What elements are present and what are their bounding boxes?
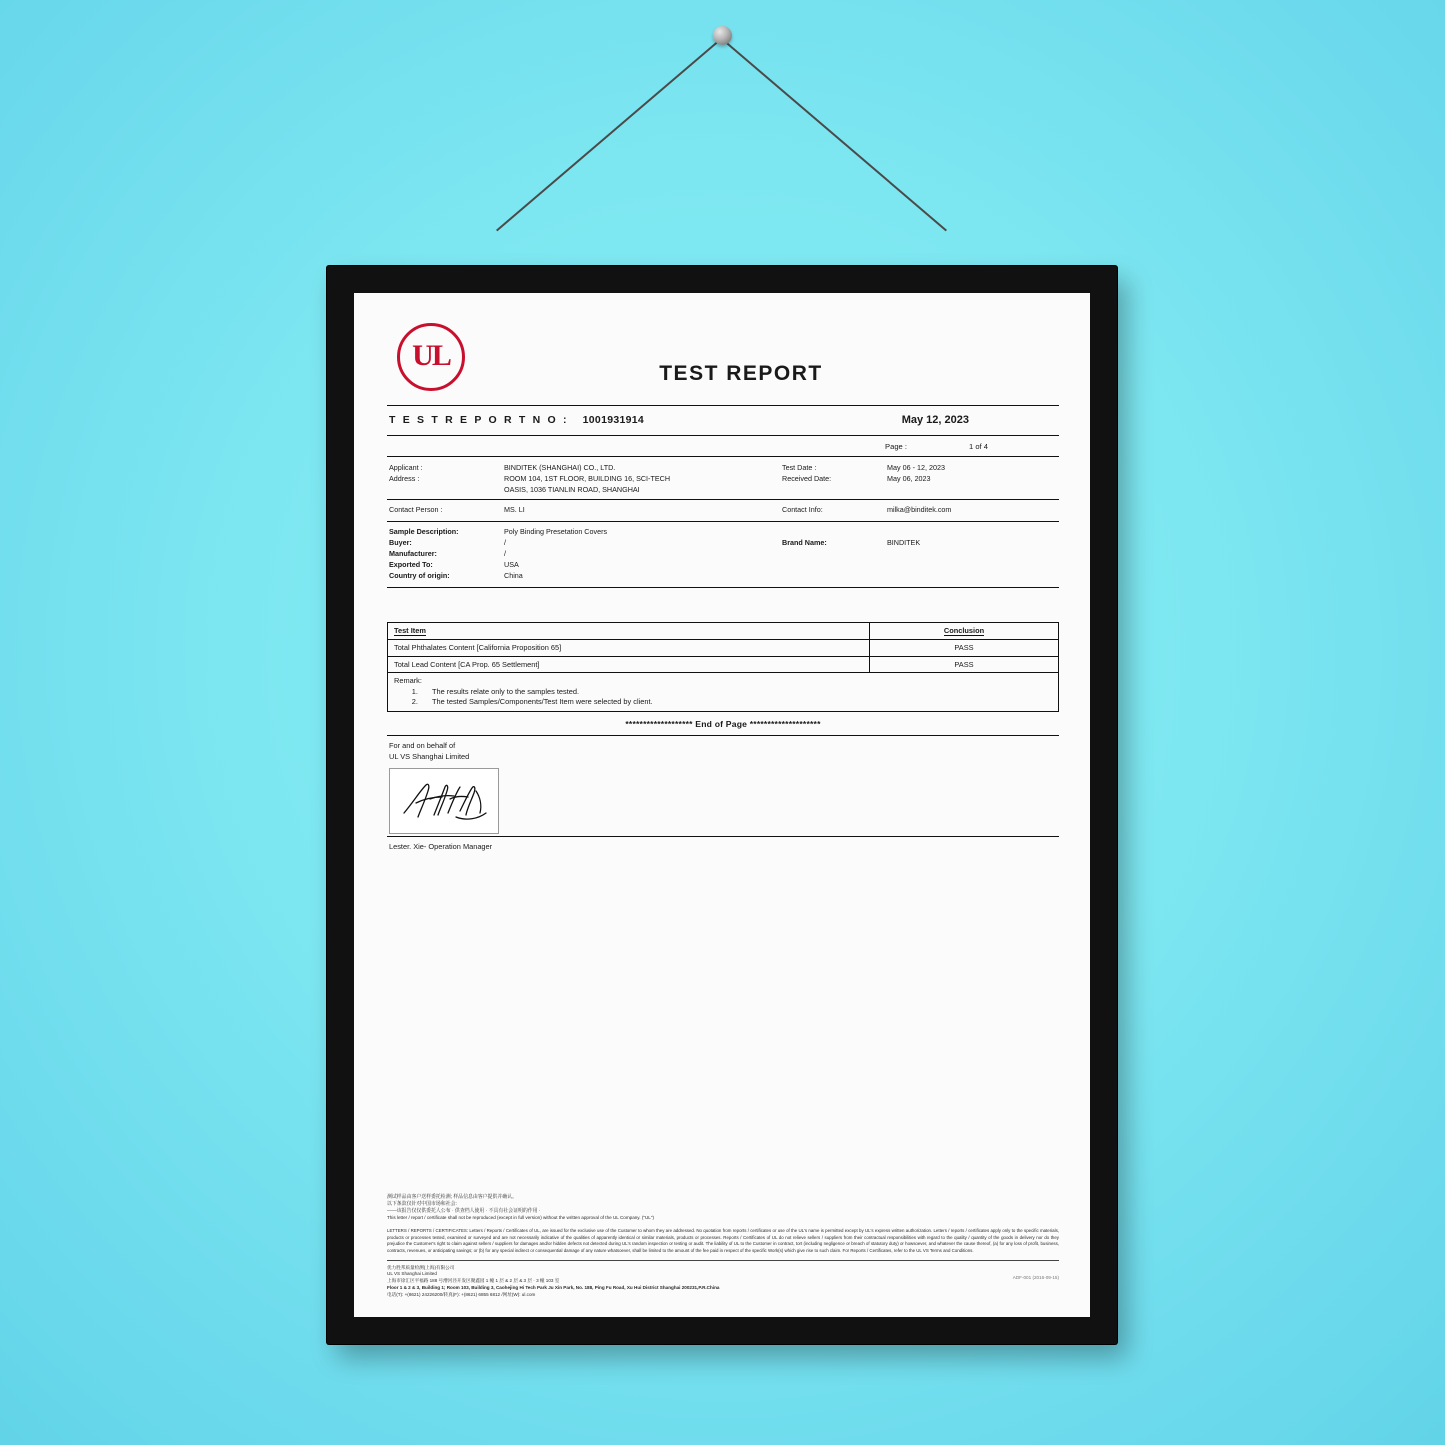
brand-name-value: BINDITEK [887,538,921,548]
received-date-label: Received Date: [782,474,832,484]
remark-label: Remark: [394,675,422,685]
results-table [387,622,1059,712]
section-spacer [387,588,1059,622]
buyer-label: Buyer: [389,538,412,548]
footer-divider [387,1260,1059,1261]
contact-info-block [387,500,1059,522]
page-value: 1 of 4 [969,441,988,451]
test-item-cell: Total Phthalates Content [California Proposition 65] [388,640,870,656]
country-of-origin-label: Country of origin: [389,571,450,581]
table-header-row [388,623,1059,640]
contact-info-value: milka@binditek.com [887,505,952,515]
buyer-value: / [504,538,506,548]
manufacturer-label: Manufacturer: [389,549,437,559]
address-label: Address : [389,474,420,484]
sample-info-block [387,522,1059,588]
table-row [388,656,1059,672]
address-row [389,474,1057,483]
remark-list [394,687,1052,707]
conclusion-cell: PASS [870,656,1059,672]
footer-phone: 电话(T): +(8621) 24226200/转真(F): +(8621) 6855 6812 /网址(W): ul.com [387,1292,536,1298]
test-date-value: May 06 - 12, 2023 [887,463,945,473]
spacer-cell [389,485,504,494]
contact-person-label: Contact Person : [389,505,443,515]
signature-svg [390,769,498,833]
footer-cn-line-2: 以下条款仅针对中国市场和社会: [387,1202,457,1208]
picture-frame [327,266,1117,1344]
frame-mat [354,293,1090,1317]
footer-address-cn: 上海市徐汇区平福路 188 号漕河泾开发区聚鑫园 1 幢 1 层 & 2 层 & 3 层 · 3 幢 103 室 [387,1278,560,1284]
signature-block [387,735,1059,762]
behalf-line-1: For and on behalf of [389,741,456,751]
hanging-nail [713,26,732,45]
footer-cn-line-3: ——该报告仅仅供委托人公布 · 供查档人使用 · 不具有社会证明的作用 · [387,1209,541,1215]
footer-company-en: UL VS Shanghai Limited [387,1271,437,1277]
applicant-value: BINDITEK (SHANGHAI) CO., LTD. [504,463,616,473]
footer-cn-line-1: 测试样品由客户送样委托检测; 样品信息由客户提供并确认。 [387,1195,517,1201]
list-item: 1. The results relate only to the samples tested. [420,687,1052,696]
buyer-row [389,538,1057,547]
address-value-line1: ROOM 104, 1ST FLOOR, BUILDING 16, SCI-TECH [504,474,671,484]
brand-name-label: Brand Name: [782,538,827,548]
list-item: 2. The tested Samples/Components/Test Item were selected by client. [420,697,1052,706]
remark-row [388,672,1059,711]
table-row [388,640,1059,656]
contact-row [389,505,1057,514]
test-item-cell: Total Lead Content [CA Prop. 65 Settlement] [388,656,870,672]
document-footer [387,1194,1059,1299]
applicant-label: Applicant : [389,463,423,473]
applicant-info-block [387,457,1059,500]
document-header [387,309,1059,406]
ul-logo-icon [397,323,465,391]
address-value-line2: OASIS, 1036 TIANLIN ROAD, SHANGHAI [504,485,640,495]
footer-doc-code: ADF-001 (2016-09-15) [1012,1274,1059,1280]
test-item-header: Test Item [388,623,870,640]
page-title: TEST REPORT [659,361,823,385]
spacer-cell-3 [887,485,1057,494]
remark-cell [388,672,1059,711]
spacer-cell-2 [782,485,887,494]
report-date: May 12, 2023 [901,414,969,426]
report-no-label: T E S T R E P O R T N O : [389,414,569,426]
sample-description-row [389,527,1057,536]
page-number-row [387,436,1059,457]
received-date-value: May 06, 2023 [887,474,931,484]
conclusion-cell: PASS [870,640,1059,656]
behalf-line-2: UL VS Shanghai Limited [389,752,470,762]
contact-person-value: MS. LI [504,505,525,515]
footer-en-line-1: This letter / report / certificate shall not be reproduced (except in full version) without the written approval of the UL Company. ("UL") [387,1215,655,1221]
test-date-label: Test Date : [782,463,817,473]
address-row-2 [389,485,1057,494]
footer-company-cn: 优力胜邦质量检测(上海)有限公司 [387,1264,455,1270]
footer-legal-text: LETTERS / REPORTS / CERTIFICATES: Letters / Reports / Certificates of UL, are issued for the exclusive use of the Customer to whom they are addressed. No quotation from reports / certificates or use of the UL's name is permitted except by UL's express written authorization. Letters / reports / certificates apply only to the specific materials, products or processes tested, examined or surveyed and are not necessarily indicative of the qualities of apparently identical or similar materials, products or processes. Reports / Certificates of UL do not relieve sellers / suppliers from their contractual responsibilities with regard to the quality / quantity of the goods in delivery nor do they prejudice the Customer's right to claim against sellers / suppliers for damages and/or hidden defects not detected during UL's random inspection or testing or audit. The liability of UL to the Customer in contract, tort (including negligence or breach of statutory duty) or howsoever, and whatever the cause thereof, (a) for any loss of profit, business, contracts, revenues, or anticipating savings; or (b) for any special indirect or consequential damage of any nature whatsoever, shall be limited to the amount of the fee paid in respect of the specific Work(s) which give rise to such claim. For Reports / Certificates, refer to the UL VS Terms and Conditions. [387,1228,1059,1253]
test-report-document [387,309,1059,1299]
report-number-row [387,406,1059,436]
page-label: Page : [885,441,907,451]
sample-description-label: Sample Description: [389,527,459,537]
ul-logo-text: UL [412,339,450,372]
manufacturer-value: / [504,549,506,559]
applicant-row [389,463,1057,472]
footer-address [387,1265,947,1299]
country-of-origin-row [389,571,1057,580]
conclusion-header: Conclusion [870,623,1059,640]
contact-info-label: Contact Info: [782,505,823,515]
document-page [354,293,1090,1317]
signature-image [389,768,499,834]
report-no-value: 1001931914 [582,414,645,426]
exported-to-label: Exported To: [389,560,433,570]
footer-bottom [387,1265,1059,1299]
footer-address-en: Floor 1 & 2 & 3, Building 1; Room 103, Building 3, Caohejing Hi Tech Park Ju Xin Park, No. 188, Ping Fu Road, Xu Hui District Shanghai 200231,P.R.China [387,1285,720,1291]
country-of-origin-value: China [504,571,523,581]
end-of-page-marker: ******************* End of Page ******************** [625,718,821,729]
exported-to-row [389,560,1057,569]
manufacturer-row [389,549,1057,558]
signature-area [387,766,1059,837]
exported-to-value: USA [504,560,519,570]
sample-description-value: Poly Binding Presetation Covers [504,527,608,537]
signer-name: Lester. Xie- Operation Manager [389,841,493,851]
